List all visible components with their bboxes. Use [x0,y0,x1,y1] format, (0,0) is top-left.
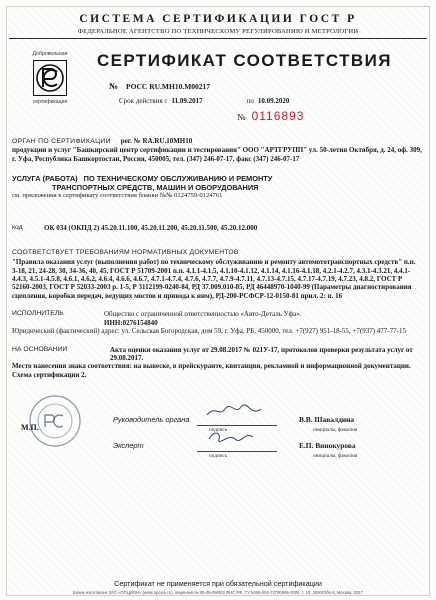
printer-line: Бланк изготовлен ЗАО «ОПЦИОН» (www.opcion.ru), лицензия № 05-05-09/003 ФНС РФ, ТУ 5458-004-72700999-2005, т. 10, 3000/Обп-5, Москва, 2017 [73,590,363,595]
serial-number: 0116893 [251,109,305,123]
validity-label: Срок действия с [119,97,168,105]
validity-period [119,97,419,105]
serial-number-line [237,109,304,123]
stamp-label: М.П. [21,423,39,433]
executor-address: Юридический (фактический) адрес: ул. Сельская Богородская, дом 59, г. Уфа, РБ, 450000, тел. +7(927) 951-18-55, +7(937) 477-77-15 [12,327,406,336]
basis-label: НА ОСНОВАНИИ [12,345,68,353]
service-note: см. приложения к сертификату соответствия бланки №№ 0124759-0124761 [12,192,223,200]
registration-number: РОСС RU.МН10.М00217 [126,82,211,91]
registration-line [109,81,210,91]
basis-act: Акта оценки оказания услуг от 29.08.2017 № 021У-17, протоколов проверки результата услуг от 29.08.2017. [110,345,413,362]
executor-section [12,310,423,327]
executor-inn: ИНН:0276154840 [104,318,158,327]
footer-note: Сертификат не применяется при обязательной сертификации [114,579,322,588]
certification-body-reg: рег. № RA.RU.10МН10 [120,137,193,145]
valid-from-date: 11.09.2017 [171,97,203,105]
basis-scheme: Схема сертификации 2. [12,370,87,379]
agency-name: ФЕДЕРАЛЬНОЕ АГЕНТСТВО ПО ТЕХНИЧЕСКОМУ РЕГУЛИРОВАНИЮ И МЕТРОЛОГИИ [9,27,427,39]
head-name: В.В. Шавалдина [299,415,355,425]
head-signature-line [197,417,277,426]
valid-to-label: по [246,97,254,105]
head-label: Руководитель органа [113,415,190,425]
number-symbol: № [109,81,119,91]
service-label: УСЛУГА (РАБОТА) [12,174,78,184]
stamp-seal-icon [27,393,83,449]
requirements-section [12,249,423,300]
certification-body-text: продукции и услуг "Башкирский центр сертификации и тестирования" ООО "АРТГРУПП" ул. 50-летия Октября, д. 24, оф. 309, г. Уфа, Республика Башкортостан, Россия, 450005, тел. (347) 246-07-17, факс (347) 246-07-17 [12,146,422,163]
gost-r-logo [21,51,79,111]
service-line-1: ПО ТЕХНИЧЕСКОМУ ОБСЛУЖИВАНИЮ И РЕМОНТУ [83,174,273,184]
requirements-label: СООТВЕТСТВУЕТ ТРЕБОВАНИЯМ НОРМАТИВНЫХ ДОКУМЕНТОВ [12,248,239,256]
basis-section [12,346,423,363]
okp-label: код [12,224,23,232]
basis-mark: Место нанесения знака соответствия: на вывеске, в прейскуранте, квитанции, рекламной и информационной документации. [12,362,411,371]
expert-label: Эксперт [113,441,144,451]
expert-name: Е.П. Винокурова [299,441,356,451]
head-signature-caption: подпись [209,427,228,434]
certificate-title: СЕРТИФИКАТ СООТВЕТСТВИЯ [97,51,392,70]
stamp-area [21,393,91,459]
executor-name: Общество с ограниченной ответственностью «Авто-Деталь Уфа». [104,310,302,319]
okp-section [12,224,423,232]
okp-value: ОК 034 (ОКПД 2) 45.20.11.100, 45.20.11.200, 45.20.11.500, 45.20.12.000 [44,224,258,233]
head-fio-caption: инициалы, фамилия [313,427,358,434]
expert-fio-caption: инициалы, фамилия [313,453,358,460]
certificate-header [9,45,427,135]
signatures-block [9,391,427,461]
expert-signature-caption: подпись [209,453,228,460]
expert-signature-line [197,443,277,452]
system-title: СИСТЕМА СЕРТИФИКАЦИИ ГОСТ Р [79,13,357,25]
service-section [12,175,423,200]
logo-caption-top: Добровольная [32,51,68,57]
valid-to-date: 10.09.2020 [257,97,290,105]
logo-caption-bottom: сертификация [32,99,68,105]
executor-label: ИСПОЛНИТЕЛЬ [12,310,64,318]
certification-body-label: ОРГАН ПО СЕРТИФИКАЦИИ [12,138,111,145]
certification-body-section [12,137,423,163]
gost-r-mark-icon [33,60,67,96]
serial-number-symbol: № [237,112,246,122]
requirements-text: "Правила оказания услуг (выполнения работ) по техническому обслуживанию и ремонту автомототранспортных средств" п.п. 3-18, 21, 24-28, 30, 34-36, 40, 45, ГОСТ Р 51709-2001 п.п. 4.1.1-4.1.5, 4.1.10-4.1.12, 4.1.14, 4.1.16-4.1.18, 4.2.1-4.2.7, 4.3.1-4.3.21, 4.4.1-4.4.3, 4.5.1-4.5.8, 4.6.1, 4.6.2, 4.6.4, 4.6.6, 4.6.7, 4.7.1-4.7.4, 4.7.6, 4.7.7, 4.7.9-4.7.11, 4.7.13-4.7.15, 4.7.17-4.7.19, 4.7.23, 4.8.2, ГОСТ Р 52160-2003, ГОСТ Р 52033-2003 р. 1-5, Р 3112199-0240-84, РД 37.009.010-85, РД 46448970-1040-99 (Параметры диагностирования сцепления, коробки передач, ведущих мостов и привода к ним), РД-200-РСФСР-12-0150-81 прил. 2: п. 16 [12,258,416,300]
service-line-2: ТРАНСПОРТНЫХ СРЕДСТВ, МАШИН И ОБОРУДОВАНИЯ [52,182,259,192]
